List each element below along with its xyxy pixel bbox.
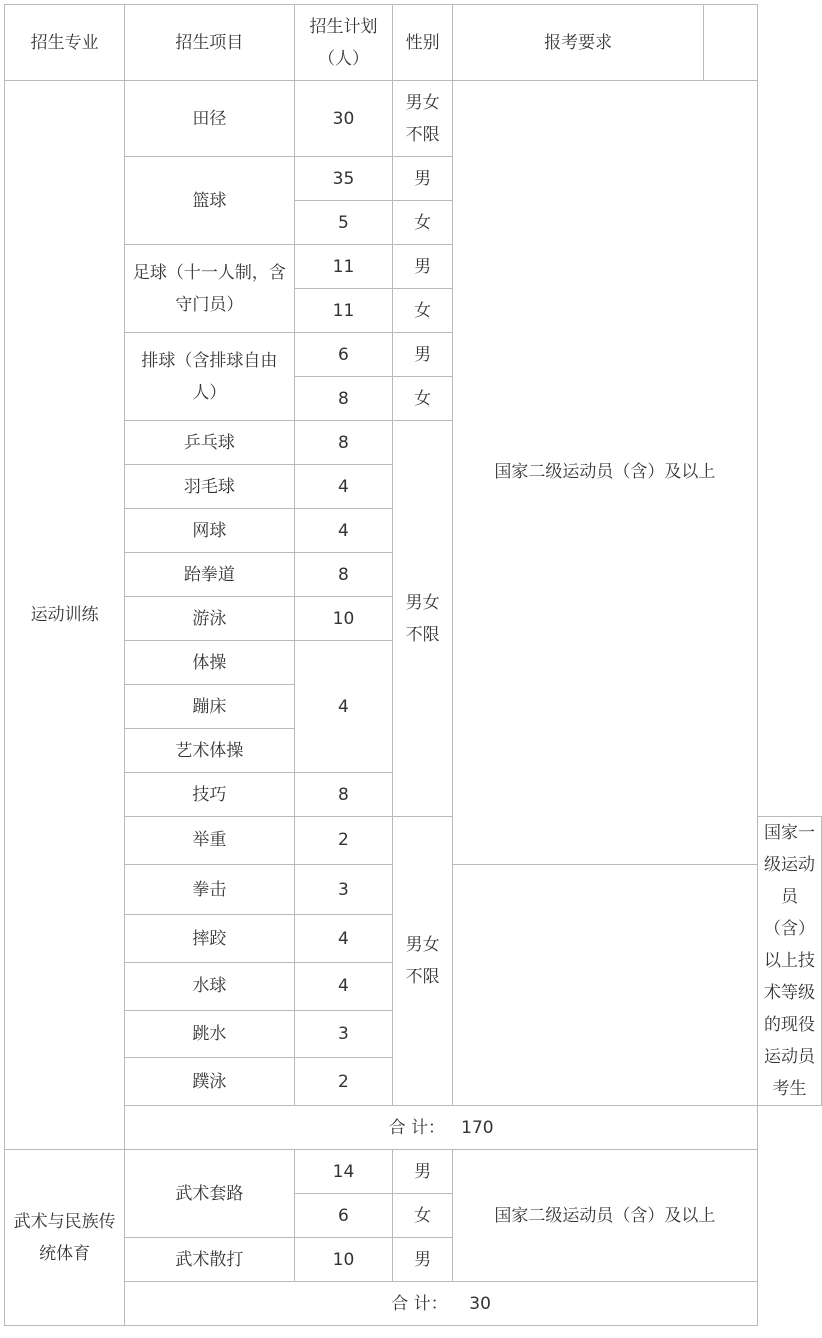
total-row	[5, 1106, 822, 1150]
plan-cell: 6	[294, 333, 393, 377]
header-project: 招生项目	[125, 5, 294, 81]
header-empty-cell	[704, 5, 758, 81]
gender-cell: 女	[393, 289, 452, 333]
gender-cell: 男	[393, 333, 452, 377]
plan-cell: 11	[294, 245, 393, 289]
project-cell: 艺术体操	[125, 729, 294, 773]
header-row	[5, 5, 822, 81]
total-row	[5, 1282, 822, 1326]
plan-cell: 4	[294, 915, 393, 963]
gender-cell: 男女不限	[393, 421, 452, 817]
header-requirement: 报考要求	[452, 5, 704, 81]
project-cell: 田径	[125, 81, 294, 157]
header-gender: 性别	[393, 5, 452, 81]
plan-cell: 6	[294, 1194, 393, 1238]
project-cell: 羽毛球	[125, 465, 294, 509]
table-row	[5, 81, 822, 157]
project-cell: 游泳	[125, 597, 294, 641]
plan-cell: 4	[294, 509, 393, 553]
gender-cell: 女	[393, 377, 452, 421]
plan-cell: 8	[294, 773, 393, 817]
enrollment-table	[4, 4, 822, 1326]
plan-cell: 8	[294, 421, 393, 465]
plan-cell: 35	[294, 157, 393, 201]
project-cell: 拳击	[125, 864, 294, 915]
project-cell: 武术套路	[125, 1150, 294, 1238]
plan-cell: 4	[294, 641, 393, 773]
gender-cell: 男	[393, 245, 452, 289]
gender-cell: 女	[393, 1194, 452, 1238]
gender-cell: 男	[393, 1150, 452, 1194]
project-cell: 举重	[125, 817, 294, 865]
gender-cell: 女	[393, 201, 452, 245]
project-cell: 排球（含排球自由人）	[125, 333, 294, 421]
header-plan: 招生计划（人）	[294, 5, 393, 81]
plan-cell: 8	[294, 553, 393, 597]
project-cell: 摔跤	[125, 915, 294, 963]
plan-cell: 8	[294, 377, 393, 421]
major-cell: 武术与民族传统体育	[5, 1150, 125, 1326]
project-cell: 跳水	[125, 1010, 294, 1058]
total-cell: 合 计： 170	[125, 1106, 758, 1150]
project-cell: 水球	[125, 963, 294, 1011]
project-cell: 蹦床	[125, 685, 294, 729]
plan-cell: 3	[294, 1010, 393, 1058]
requirement-cell: 国家二级运动员（含）及以上	[452, 1150, 757, 1282]
project-cell: 网球	[125, 509, 294, 553]
header-major: 招生专业	[5, 5, 125, 81]
plan-cell: 11	[294, 289, 393, 333]
plan-cell: 14	[294, 1150, 393, 1194]
project-cell: 蹼泳	[125, 1058, 294, 1106]
plan-cell: 10	[294, 1238, 393, 1282]
plan-cell: 30	[294, 81, 393, 157]
plan-cell: 3	[294, 864, 393, 915]
gender-cell: 男女不限	[393, 817, 452, 1106]
project-cell: 乒乓球	[125, 421, 294, 465]
gender-cell: 男	[393, 157, 452, 201]
project-cell: 武术散打	[125, 1238, 294, 1282]
plan-cell: 5	[294, 201, 393, 245]
project-cell: 跆拳道	[125, 553, 294, 597]
plan-cell: 4	[294, 963, 393, 1011]
requirement-cell: 国家二级运动员（含）及以上	[452, 81, 757, 865]
gender-cell: 男女不限	[393, 81, 452, 157]
project-cell: 技巧	[125, 773, 294, 817]
plan-cell: 2	[294, 817, 393, 865]
project-cell: 篮球	[125, 157, 294, 245]
plan-cell: 2	[294, 1058, 393, 1106]
project-cell: 体操	[125, 641, 294, 685]
total-cell: 合 计： 30	[125, 1282, 758, 1326]
requirement-cell: 国家一级运动员（含）以上技术等级的现役运动员考生	[758, 817, 822, 1106]
major-cell: 运动训练	[5, 81, 125, 1150]
table-row	[5, 1150, 822, 1194]
gender-cell: 男	[393, 1238, 452, 1282]
plan-cell: 4	[294, 465, 393, 509]
project-cell: 足球（十一人制，含守门员）	[125, 245, 294, 333]
plan-cell: 10	[294, 597, 393, 641]
